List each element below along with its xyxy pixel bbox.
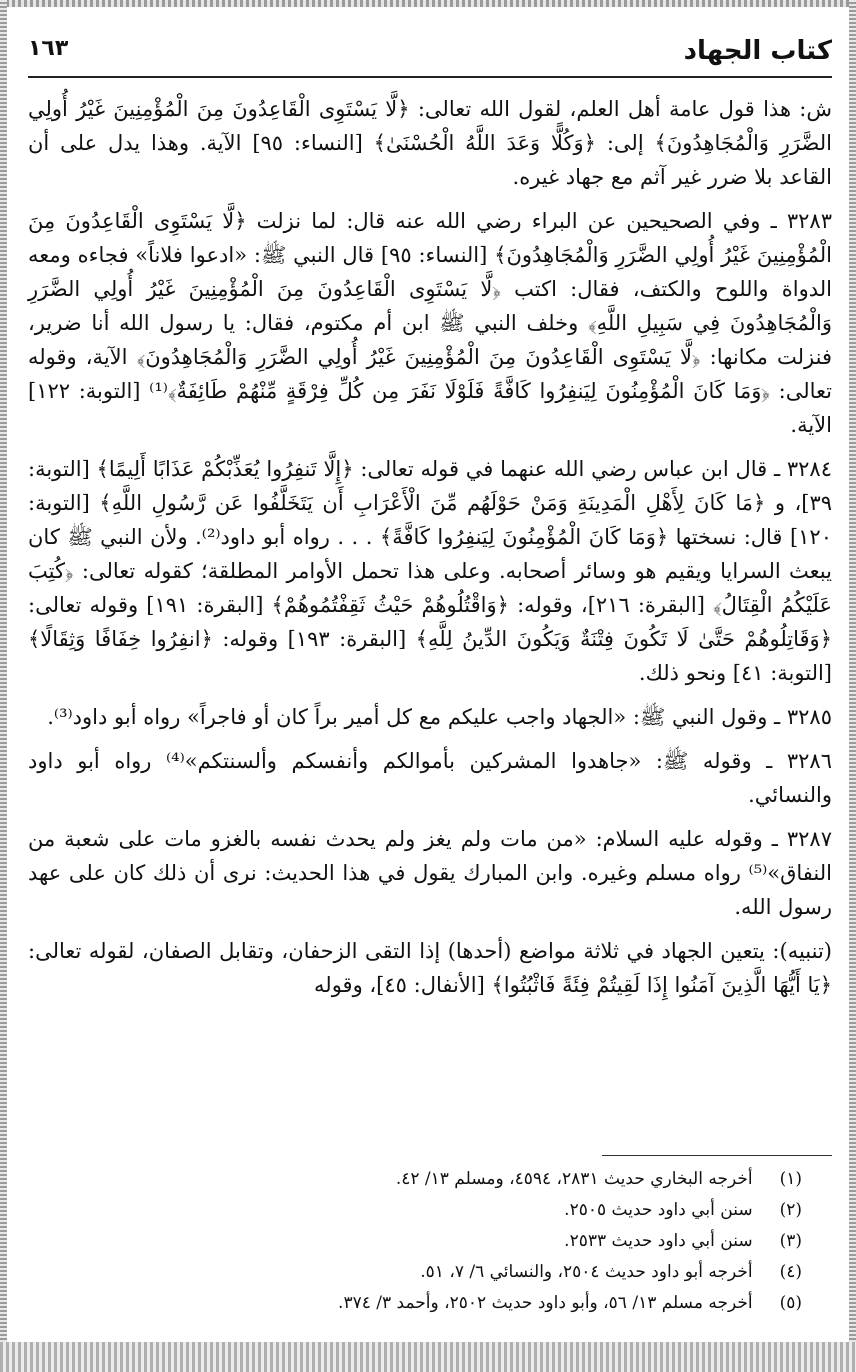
page-border-left xyxy=(0,0,7,1372)
footnote-number: (٢) xyxy=(779,1200,802,1220)
footnote-item xyxy=(28,1226,832,1257)
main-text xyxy=(28,92,832,1002)
page-number: ١٦٣ xyxy=(28,36,69,61)
footnote-text: أخرجه أبو داود حديث ٢٥٠٤، والنسائي ٦/ ٧، ٥١. xyxy=(420,1262,753,1282)
paragraph-3286: ٣٢٨٦ ـ وقوله ﷺ: «جاهدوا المشركين بأموالكم وأنفسكم وألسنتكم»⁽⁴⁾ رواه أبو داود والنسائي. xyxy=(28,749,832,807)
page-header xyxy=(28,30,832,78)
book-page xyxy=(28,30,832,1012)
footnotes xyxy=(28,1155,832,1319)
footnote-text: سنن أبي داود حديث ٢٥٠٥. xyxy=(564,1200,753,1220)
footnote-item xyxy=(28,1164,832,1195)
footnote-item xyxy=(28,1288,832,1319)
footnote-text: سنن أبي داود حديث ٢٥٣٣. xyxy=(564,1231,753,1251)
footnote-number: (٤) xyxy=(779,1262,802,1282)
page-border-right xyxy=(849,0,856,1372)
footnote-item xyxy=(28,1195,832,1226)
paragraph-3284: ٣٢٨٤ ـ قال ابن عباس رضي الله عنهما في قوله تعالى: ﴿إِلَّا تَنفِرُوا يُعَذِّبْكُمْ عَذَابًا أَلِيمًا﴾ [التوبة: ٣٩]، و ﴿مَا كَانَ لِأَهْلِ الْمَدِينَةِ وَمَنْ حَوْلَهُم مِّنَ الْأَعْرَابِ أَن يَتَخَلَّفُوا عَن رَّسُولِ اللَّهِ﴾ [التوبة: ١٢٠] قال: نسختها ﴿وَمَا كَانَ الْمُؤْمِنُونَ لِيَنفِرُوا كَافَّةً﴾ . . . رواه أبو داود⁽²⁾. ولأن النبي ﷺ كان يبعث السرايا ويقيم هو وسائر أصحابه. وعلى هذا تحمل الأوامر المطلقة؛ كقوله تعالى: ﴿كُتِبَ عَلَيْكُمُ الْقِتَالُ﴾ [البقرة: ٢١٦]، وقوله: ﴿وَاقْتُلُوهُمْ حَيْثُ ثَقِفْتُمُوهُمْ﴾ [البقرة: ١٩١] وقوله تعالى: ﴿وَقَاتِلُوهُمْ حَتَّىٰ لَا تَكُونَ فِتْنَةٌ وَيَكُونَ الدِّينُ لِلَّهِ﴾ [البقرة: ١٩٣] وقوله: ﴿انفِرُوا خِفَافًا وَثِقَالًا﴾ [التوبة: ٤١] ونحو ذلك. xyxy=(28,457,833,685)
page-border-bottom xyxy=(0,1342,856,1372)
footnote-item xyxy=(28,1257,832,1288)
paragraph-3283: ٣٢٨٣ ـ وفي الصحيحين عن البراء رضي الله عنه قال: لما نزلت ﴿لَّا يَسْتَوِى الْقَاعِدُونَ مِنَ الْمُؤْمِنِينَ غَيْرُ أُولِي الضَّرَرِ وَالْمُجَاهِدُونَ﴾ [النساء: ٩٥] قال النبي ﷺ: «ادعوا فلاناً» فجاءه ومعه الدواة واللوح والكتف، فقال: اكتب ﴿لَّا يَسْتَوِى الْقَاعِدُونَ مِنَ الْمُؤْمِنِينَ غَيْرُ أُولِي الضَّرَرِ وَالْمُجَاهِدُونَ فِي سَبِيلِ اللَّهِ﴾ وخلف النبي ﷺ ابن أم مكتوم، فقال: يا رسول الله أنا ضرير، فنزلت مكانها: ﴿لَّا يَسْتَوِى الْقَاعِدُونَ مِنَ الْمُؤْمِنِينَ غَيْرُ أُولِي الضَّرَرِ وَالْمُجَاهِدُونَ﴾ الآية، وقوله تعالى: ﴿وَمَا كَانَ الْمُؤْمِنُونَ لِيَنفِرُوا كَافَّةً فَلَوْلَا نَفَرَ مِن كُلِّ فِرْقَةٍ مِّنْهُمْ طَائِفَةٌ﴾⁽¹⁾ [التوبة: ١٢٢] الآية. xyxy=(28,209,832,437)
footnote-number: (٣) xyxy=(779,1231,802,1251)
page-border-top xyxy=(0,0,856,7)
paragraph-commentary: ش: هذا قول عامة أهل العلم، لقول الله تعالى: ﴿لَّا يَسْتَوِى الْقَاعِدُونَ مِنَ الْمُؤْمِنِينَ غَيْرُ أُولِي الضَّرَرِ وَالْمُجَاهِدُونَ﴾ إلى: ﴿وَكُلًّا وَعَدَ اللَّهُ الْحُسْنَىٰ﴾ [النساء: ٩٥] الآية. وهذا يدل على أن القاعد بلا ضرر غير آثم مع جهاد غيره. xyxy=(28,97,832,189)
footnote-number: (٥) xyxy=(779,1293,802,1313)
footnote-text: أخرجه مسلم ١٣/ ٥٦، وأبو داود حديث ٢٥٠٢، وأحمد ٣/ ٣٧٤. xyxy=(338,1293,753,1313)
paragraph-3285: ٣٢٨٥ ـ وقول النبي ﷺ: «الجهاد واجب عليكم مع كل أمير براً كان أو فاجراً» رواه أبو داود⁽³⁾. xyxy=(47,705,832,729)
paragraph-note: (تنبيه): يتعين الجهاد في ثلاثة مواضع (أحدها) إذا التقى الزحفان، وتقابل الصفان، لقوله تعالى: ﴿يَا أَيُّهَا الَّذِينَ آمَنُوا إِذَا لَقِيتُمْ فِئَةً فَاثْبُتُوا﴾ [الأنفال: ٤٥]، وقوله xyxy=(28,939,832,997)
chapter-title: كتاب الجهاد xyxy=(683,36,832,66)
footnote-divider xyxy=(602,1155,832,1156)
footnote-text: أخرجه البخاري حديث ٢٨٣١، ٤٥٩٤، ومسلم ١٣/ ٤٢. xyxy=(395,1169,753,1189)
footnote-number: (١) xyxy=(779,1169,802,1189)
paragraph-3287: ٣٢٨٧ ـ وقوله عليه السلام: «من مات ولم يغز ولم يحدث نفسه بالغزو مات على شعبة من النفاق»⁽⁵⁾ رواه مسلم وغيره. وابن المبارك يقول في هذا الحديث: نرى أن ذلك كان على عهد رسول الله. xyxy=(28,827,832,919)
